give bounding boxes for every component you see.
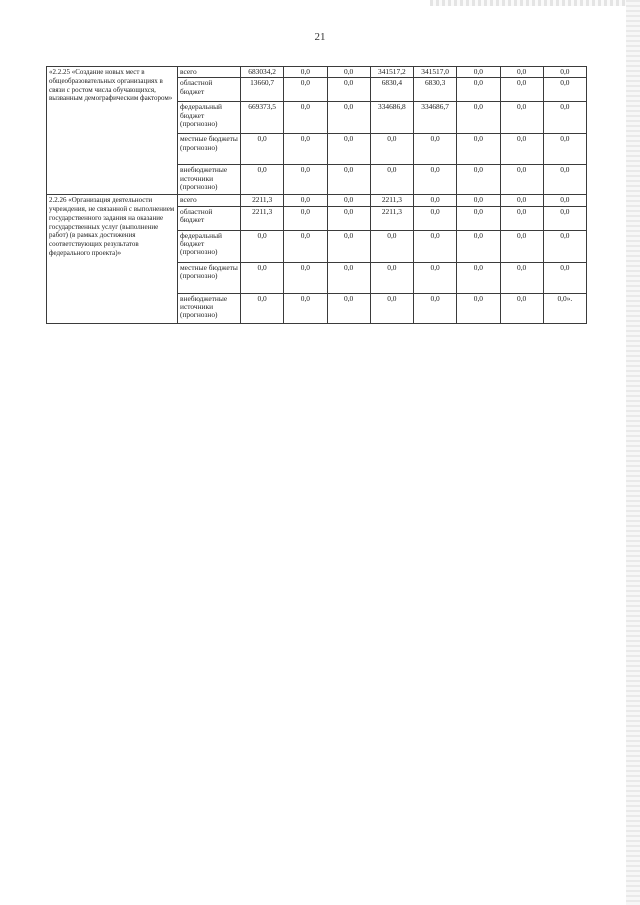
funding-source: всего bbox=[178, 67, 241, 78]
amount-cell: 0,0 bbox=[500, 206, 543, 230]
amount-cell: 0,0 bbox=[414, 230, 457, 262]
amount-cell: 0,0 bbox=[457, 165, 500, 195]
funding-source: областной бюджет bbox=[178, 78, 241, 102]
amount-cell: 0,0 bbox=[284, 293, 327, 323]
amount-cell: 341517,0 bbox=[414, 67, 457, 78]
funding-source: всего bbox=[178, 195, 241, 206]
amount-cell: 0,0 bbox=[327, 206, 370, 230]
amount-cell: 2211,3 bbox=[241, 206, 284, 230]
amount-cell: 0,0 bbox=[327, 78, 370, 102]
amount-cell: 0,0 bbox=[414, 195, 457, 206]
amount-cell: 0,0 bbox=[327, 293, 370, 323]
amount-cell: 0,0 bbox=[500, 293, 543, 323]
amount-cell: 0,0 bbox=[284, 195, 327, 206]
budget-table bbox=[46, 66, 587, 324]
amount-cell: 0,0 bbox=[327, 134, 370, 165]
amount-cell: 0,0 bbox=[370, 134, 413, 165]
amount-cell: 0,0 bbox=[370, 293, 413, 323]
amount-cell: 0,0 bbox=[284, 78, 327, 102]
amount-cell: 0,0 bbox=[457, 206, 500, 230]
amount-cell: 669373,5 bbox=[241, 102, 284, 134]
amount-cell: 0,0 bbox=[370, 230, 413, 262]
amount-cell: 0,0 bbox=[500, 67, 543, 78]
amount-cell: 334686,8 bbox=[370, 102, 413, 134]
amount-cell: 0,0 bbox=[414, 165, 457, 195]
amount-cell: 0,0 bbox=[500, 262, 543, 293]
amount-cell: 0,0 bbox=[457, 134, 500, 165]
scan-edge-right bbox=[626, 0, 640, 905]
amount-cell: 0,0 bbox=[327, 262, 370, 293]
amount-cell: 0,0 bbox=[284, 134, 327, 165]
amount-cell: 0,0 bbox=[241, 230, 284, 262]
measure-description: 2.2.26 «Организация деятельности учреждения, не связанной с выполнением государственного задания на оказание государственных услуг (выполнение работ) (в рамках достижения соответствующих результатов федерального проекта)» bbox=[47, 195, 178, 323]
amount-cell: 6830,4 bbox=[370, 78, 413, 102]
measure-description: «2.2.25 «Создание новых мест в общеобразовательных организациях в связи с ростом числа обучающихся, вызванным демографическим фактором» bbox=[47, 67, 178, 195]
amount-cell: 0,0 bbox=[500, 134, 543, 165]
amount-cell: 0,0 bbox=[500, 102, 543, 134]
amount-cell: 0,0 bbox=[543, 165, 586, 195]
amount-cell: 0,0 bbox=[543, 195, 586, 206]
amount-cell: 0,0 bbox=[241, 134, 284, 165]
amount-cell: 334686,7 bbox=[414, 102, 457, 134]
amount-cell: 0,0 bbox=[284, 206, 327, 230]
scan-edge-top bbox=[430, 0, 640, 6]
amount-cell: 0,0 bbox=[284, 262, 327, 293]
funding-source: местные бюджеты (прогнозно) bbox=[178, 262, 241, 293]
amount-cell: 683034,2 bbox=[241, 67, 284, 78]
amount-cell: 0,0 bbox=[327, 67, 370, 78]
funding-source: внебюджетные источники (прогнозно) bbox=[178, 165, 241, 195]
funding-source: местные бюджеты (прогнозно) bbox=[178, 134, 241, 165]
amount-cell: 0,0 bbox=[543, 67, 586, 78]
amount-cell: 0,0 bbox=[457, 262, 500, 293]
amount-cell: 6830,3 bbox=[414, 78, 457, 102]
budget-table-body bbox=[47, 67, 587, 324]
funding-source: внебюджетные источники (прогнозно) bbox=[178, 293, 241, 323]
amount-cell: 0,0». bbox=[543, 293, 586, 323]
amount-cell: 0,0 bbox=[414, 293, 457, 323]
amount-cell: 13660,7 bbox=[241, 78, 284, 102]
amount-cell: 0,0 bbox=[457, 78, 500, 102]
amount-cell: 0,0 bbox=[327, 102, 370, 134]
amount-cell: 0,0 bbox=[457, 67, 500, 78]
amount-cell: 0,0 bbox=[327, 165, 370, 195]
amount-cell: 0,0 bbox=[543, 134, 586, 165]
amount-cell: 0,0 bbox=[500, 195, 543, 206]
amount-cell: 0,0 bbox=[500, 165, 543, 195]
funding-source: федеральный бюджет (прогнозно) bbox=[178, 102, 241, 134]
amount-cell: 0,0 bbox=[414, 206, 457, 230]
amount-cell: 0,0 bbox=[543, 206, 586, 230]
amount-cell: 0,0 bbox=[543, 230, 586, 262]
amount-cell: 0,0 bbox=[284, 102, 327, 134]
amount-cell: 0,0 bbox=[500, 230, 543, 262]
table-row bbox=[47, 67, 587, 78]
amount-cell: 0,0 bbox=[543, 262, 586, 293]
amount-cell: 0,0 bbox=[457, 230, 500, 262]
funding-source: федеральный бюджет (прогнозно) bbox=[178, 230, 241, 262]
amount-cell: 0,0 bbox=[500, 78, 543, 102]
amount-cell: 0,0 bbox=[241, 165, 284, 195]
amount-cell: 0,0 bbox=[457, 195, 500, 206]
amount-cell: 0,0 bbox=[370, 262, 413, 293]
amount-cell: 0,0 bbox=[284, 165, 327, 195]
amount-cell: 0,0 bbox=[241, 262, 284, 293]
funding-source: областной бюджет bbox=[178, 206, 241, 230]
amount-cell: 0,0 bbox=[457, 293, 500, 323]
amount-cell: 0,0 bbox=[327, 230, 370, 262]
amount-cell: 0,0 bbox=[284, 67, 327, 78]
amount-cell: 2211,3 bbox=[241, 195, 284, 206]
page-number: 21 bbox=[314, 31, 326, 43]
amount-cell: 2211,3 bbox=[370, 206, 413, 230]
amount-cell: 0,0 bbox=[370, 165, 413, 195]
amount-cell: 0,0 bbox=[543, 78, 586, 102]
amount-cell: 341517,2 bbox=[370, 67, 413, 78]
amount-cell: 0,0 bbox=[414, 262, 457, 293]
amount-cell: 0,0 bbox=[457, 102, 500, 134]
amount-cell: 2211,3 bbox=[370, 195, 413, 206]
table-row bbox=[47, 195, 587, 206]
amount-cell: 0,0 bbox=[414, 134, 457, 165]
amount-cell: 0,0 bbox=[543, 102, 586, 134]
amount-cell: 0,0 bbox=[284, 230, 327, 262]
amount-cell: 0,0 bbox=[327, 195, 370, 206]
amount-cell: 0,0 bbox=[241, 293, 284, 323]
